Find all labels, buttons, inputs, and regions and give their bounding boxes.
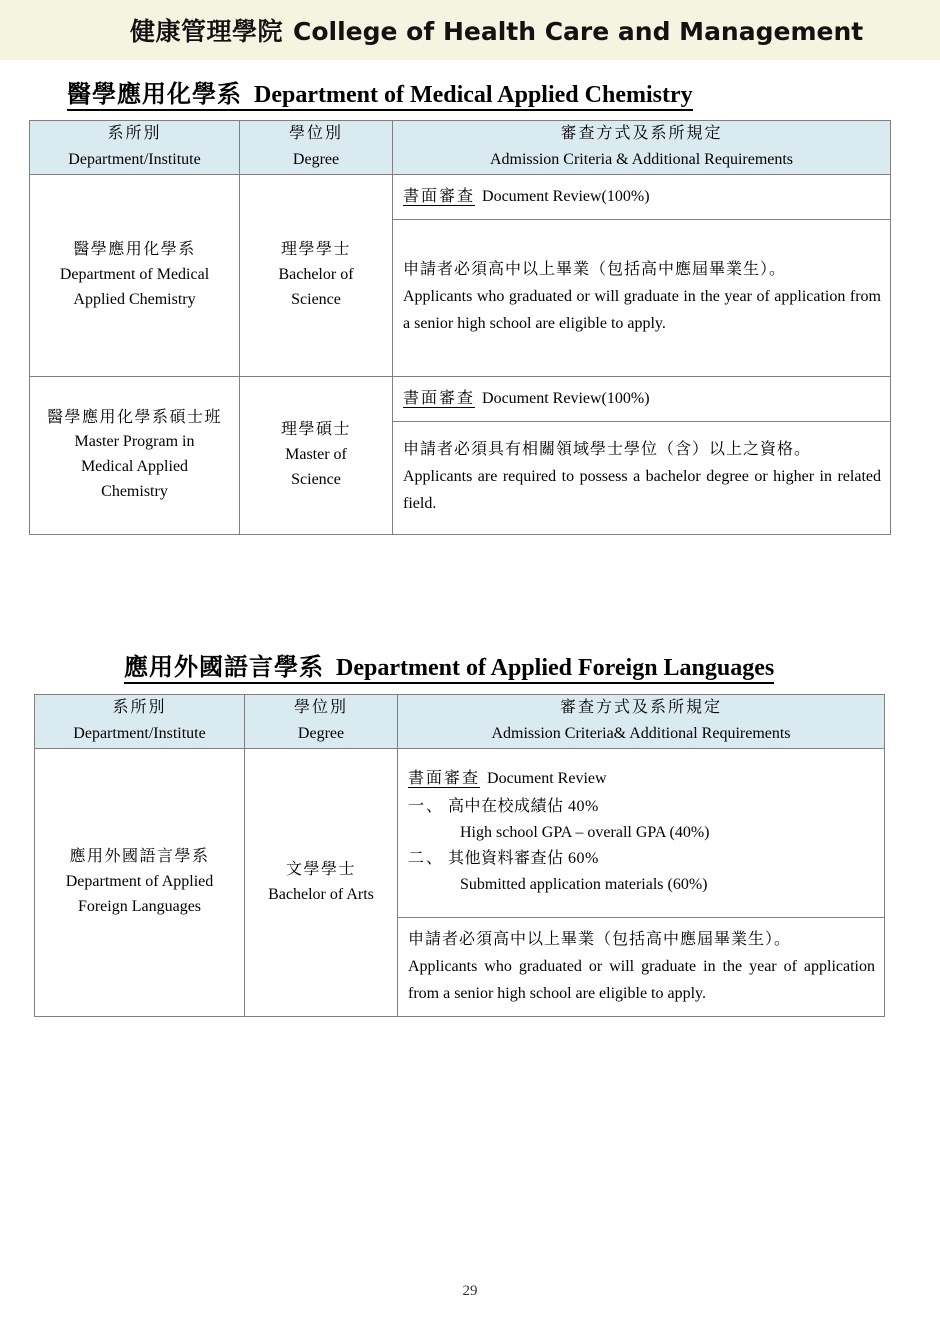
department-name-en-line2: Medical Applied [80,458,189,476]
column-header-criteria-en: Admission Criteria & Additional Requirements [489,151,794,169]
degree-name-en-line1: Bachelor of Arts [268,885,374,903]
list-item [408,846,875,872]
column-header-department [35,695,245,749]
column-header-department-zh: 系所別 [112,699,167,716]
list-item-number: 一、 [408,798,445,816]
cell-degree-name [240,174,393,376]
criteria-method-title-en: Document Review(100%) [482,389,650,407]
college-banner-title-zh: 健康管理學院 [130,17,284,46]
section-heading-zh: 應用外國語言學系 [124,655,324,681]
column-header-degree-en: Degree [292,151,340,169]
section-heading-applied-foreign-languages [124,655,774,684]
criteria-method-title [403,185,881,209]
criteria-method-title-en: Document Review(100%) [482,187,650,205]
column-header-department-en: Department/Institute [68,151,201,169]
section-heading-en: Department of Medical Applied Chemistry [254,82,693,108]
criteria-weighting-list [408,794,875,898]
criteria-requirements-zh: 申請者必須高中以上畢業（包括高中應屆畢業生）。 [408,930,792,948]
department-name-en-line2: Applied Chemistry [73,290,196,308]
criteria-method-title-zh: 書面審查 [403,389,476,407]
column-header-criteria-zh: 審查方式及系所規定 [560,125,723,142]
column-header-degree [245,695,398,749]
column-header-criteria [393,121,891,175]
table-header-row [35,695,885,749]
college-banner-title-en: College of Health Care and Management [293,17,864,46]
department-name-zh: 應用外國語言學系 [69,848,210,866]
column-header-department [30,121,240,175]
column-header-degree-zh: 學位別 [293,699,348,716]
list-item-number: 二、 [408,850,445,868]
cell-criteria-method [393,174,891,219]
degree-name-en-line1: Bachelor of [278,265,354,283]
department-name-en-line1: Department of Medical [59,265,210,283]
page-number: 29 [462,1283,478,1299]
department-name-zh: 醫學應用化學系 [73,241,196,259]
cell-department-name [35,748,245,1017]
admissions-table-applied-foreign-languages [34,694,885,1017]
criteria-requirements-zh: 申請者必須具有相關領域學士學位（含）以上之資格。 [403,441,812,459]
criteria-method-title [408,767,875,791]
criteria-method-title [403,387,881,411]
column-header-degree [240,121,393,175]
degree-name-en-line2: Science [291,290,341,308]
criteria-requirements-body [403,257,881,338]
degree-name-en-line2: Science [291,470,341,488]
column-header-department-zh: 系所別 [107,125,162,142]
cell-department-name [30,174,240,376]
cell-criteria-requirements [393,219,891,376]
criteria-requirements-zh: 申請者必須高中以上畢業（包括高中應屆畢業生）。 [403,261,787,279]
list-item-zh: 其他資料審查佔 60% [448,850,599,868]
criteria-requirements-en: Applicants who graduated or will graduate in the year of application from a senior high school are eligible to apply. [403,288,881,333]
criteria-requirements-body [403,437,881,518]
column-header-criteria [398,695,885,749]
degree-name-zh: 理學學士 [280,241,351,259]
cell-criteria-method [398,748,885,917]
cell-degree-name [245,748,398,1017]
cell-criteria-requirements [393,421,891,534]
degree-name-zh: 理學碩士 [280,421,351,439]
cell-department-name [30,376,240,534]
department-name-en-line2: Foreign Languages [77,897,202,915]
department-name-en-line1: Master Program in [74,433,195,451]
column-header-department-en: Department/Institute [73,725,206,743]
column-header-criteria-en: Admission Criteria& Additional Requirements [491,725,791,743]
criteria-method-title-zh: 書面審查 [403,187,476,205]
cell-criteria-requirements [398,917,885,1017]
college-banner [0,0,940,60]
department-name-zh: 醫學應用化學系碩士班 [46,408,222,426]
table-row [30,174,891,219]
cell-criteria-method [393,376,891,421]
criteria-method-title-zh: 書面審查 [408,770,481,788]
list-item-en: High school GPA – overall GPA (40%) [460,824,710,842]
college-banner-title [0,12,863,48]
degree-name-zh: 文學學士 [285,860,356,878]
department-name-en-line1: Department of Applied [65,873,214,891]
admissions-table-medical-applied-chemistry [29,120,891,535]
column-header-degree-en: Degree [297,725,345,743]
table-row [35,748,885,917]
criteria-requirements-body [408,927,875,1008]
degree-name-en-line1: Master of [285,445,347,463]
column-header-degree-zh: 學位別 [288,125,343,142]
table-row [30,376,891,421]
section-heading-zh: 醫學應用化學系 [67,82,242,108]
criteria-method-title-en: Document Review [487,770,607,788]
section-heading-medical-applied-chemistry [67,82,693,111]
cell-degree-name [240,376,393,534]
criteria-requirements-en: Applicants who graduated or will graduate in the year of application from a senior high school are eligible to apply. [408,957,875,1002]
department-name-en-line3: Chemistry [101,483,168,501]
column-header-criteria-zh: 審查方式及系所規定 [559,699,722,716]
list-item-zh: 高中在校成績佔 40% [448,798,599,816]
section-heading-en: Department of Applied Foreign Languages [336,655,775,681]
list-item [408,794,875,820]
criteria-requirements-en: Applicants are required to possess a bachelor degree or higher in related field. [403,468,881,513]
table-header-row [30,121,891,175]
list-item-en: Submitted application materials (60%) [460,876,708,894]
